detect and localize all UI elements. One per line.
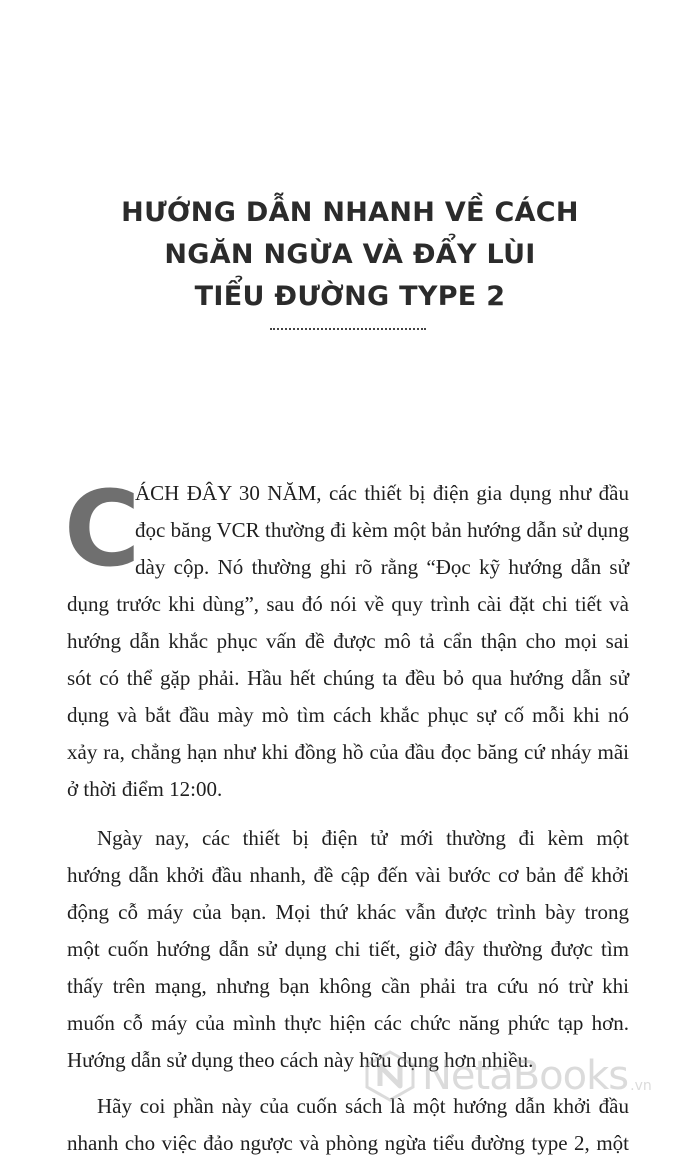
paragraph-line: động cỗ máy của bạn. Mọi thứ khác vẫn được trình bày trong: [67, 900, 629, 924]
paragraph-line: Hướng dẫn sử dụng theo cách này hữu dụng hơn nhiều.: [67, 1048, 534, 1072]
heading-separator: [270, 328, 426, 330]
paragraph-line: thấy trên mạng, nhưng bạn không cần phải tra cứu nó trừ khi: [67, 974, 629, 998]
paragraph-1: [67, 475, 629, 808]
paragraph-line: ÁCH ĐÂY 30 NĂM, các thiết bị điện gia dụng như đầu: [135, 481, 629, 505]
paragraph-line: Hãy coi phần này của cuốn sách là một hướng dẫn khởi đầu: [97, 1094, 629, 1118]
paragraph-line: dày cộp. Nó thường ghi rõ rằng “Đọc kỹ hướng dẫn sử: [135, 555, 629, 579]
paragraph-line: ở thời điểm 12:00.: [67, 777, 223, 801]
heading-line-3: TIỂU ĐƯỜNG TYPE 2: [194, 281, 506, 312]
watermark: [364, 1046, 652, 1106]
paragraph-line: nhanh cho việc đảo ngược và phòng ngừa tiểu đường type 2, một: [67, 1131, 629, 1155]
paragraph-line: dụng và bắt đầu mày mò tìm cách khắc phục sự cố mỗi khi nó: [67, 703, 629, 727]
paragraph-2: [67, 820, 629, 1079]
paragraph-line: hướng dẫn khởi đầu nhanh, đề cập đến vài bước cơ bản để khởi: [67, 863, 629, 887]
heading-line-2: NGĂN NGỪA VÀ ĐẨY LÙI: [164, 239, 536, 270]
watermark-brand: NetaBooks: [422, 1053, 629, 1099]
netabooks-logo-icon: [364, 1050, 416, 1102]
paragraph-line: đọc băng VCR thường đi kèm một bản hướng dẫn sử dụng: [135, 518, 629, 542]
paragraph-line: dụng trước khi dùng”, sau đó nói về quy trình cài đặt chi tiết và: [67, 592, 629, 616]
paragraph-line: xảy ra, chẳng hạn như khi đồng hồ của đầu đọc băng cứ nháy mãi: [67, 740, 629, 764]
paragraph-line: Ngày nay, các thiết bị điện tử mới thường đi kèm một: [97, 826, 629, 850]
heading-line-1: HƯỚNG DẪN NHANH VỀ CÁCH: [121, 197, 579, 228]
chapter-heading: [0, 192, 700, 318]
paragraph-line: sót có thể gặp phải. Hầu hết chúng ta đều bỏ qua hướng dẫn sử: [67, 666, 629, 690]
paragraph-line: một cuốn hướng dẫn sử dụng chi tiết, giờ đây thường được tìm: [67, 937, 629, 961]
paragraph-line: muốn cỗ máy của mình thực hiện các chức năng phức tạp hơn.: [67, 1011, 629, 1035]
watermark-suffix: .vn: [630, 1078, 652, 1094]
drop-cap: C: [64, 468, 141, 590]
paragraph-line: hướng dẫn khắc phục vấn đề được mô tả cẩn thận cho mọi sai: [67, 629, 629, 653]
